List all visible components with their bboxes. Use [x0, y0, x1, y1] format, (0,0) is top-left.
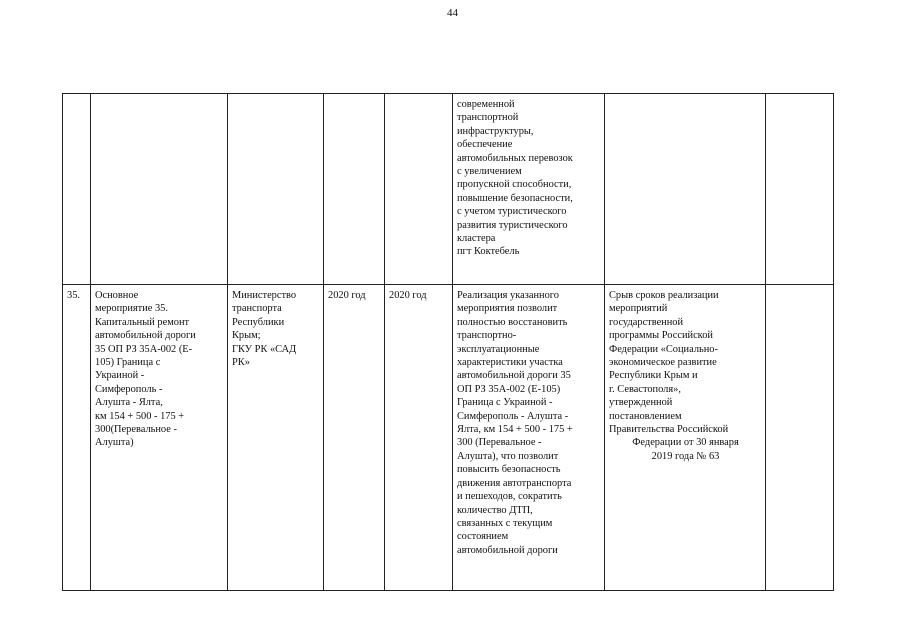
cell-relation — [766, 285, 834, 591]
cell-start-year: 2020 год — [324, 285, 385, 591]
cell-consequences-line: государственной — [609, 316, 684, 328]
cell-executor-line: транспорта — [232, 303, 282, 315]
cell-consequences — [605, 285, 766, 591]
cell-measure-name-line: 35 ОП РЗ 35А-002 (Е- — [95, 343, 193, 355]
cell-executor-line: ГКУ РК «САД — [232, 343, 297, 355]
cell-expected-result-line: повысить безопасность — [457, 464, 561, 476]
cell-consequences-line: Срыв сроков реализации — [609, 290, 719, 301]
cell-expected-result-line: кластера — [457, 233, 496, 245]
cell-executor-line: Республики — [232, 316, 285, 328]
cell-expected-result-line: полностью восстановить — [457, 316, 568, 328]
cell-measure-name-line: 300(Перевальное - — [95, 424, 177, 436]
cell-expected-result-line: Симферополь - Алушта - — [457, 410, 569, 422]
cell-consequences-line: утвержденной — [609, 397, 673, 409]
cell-consequences-line: программы Российской — [609, 330, 713, 342]
table-row — [63, 285, 834, 591]
cell-consequences-line: 2019 года № 63 — [651, 450, 720, 462]
measures-table — [62, 93, 834, 591]
cell-measure-name — [91, 94, 228, 285]
cell-consequences-line: экономическое развитие — [609, 357, 717, 369]
cell-expected-result-line: автомобильных перевозок — [457, 152, 573, 164]
cell-consequences-line: Республики Крым и — [609, 370, 698, 382]
cell-expected-result-line: транспортной — [457, 112, 519, 124]
cell-expected-result-line: инфраструктуры, — [457, 125, 534, 137]
cell-expected-result-line: связанных с текущим — [457, 517, 553, 529]
cell-expected-result-line: автомобильной дороги — [457, 544, 558, 556]
table-row — [63, 94, 834, 285]
cell-consequences-line: мероприятий — [609, 303, 668, 315]
cell-measure-name-line: Украиной - — [95, 370, 145, 382]
cell-expected-result-line: Алушта), что позволит — [457, 450, 559, 462]
cell-expected-result-line: характеристики участка — [457, 357, 563, 369]
cell-expected-result-line: Граница с Украиной - — [457, 397, 553, 409]
cell-expected-result-line: эксплуатационные — [457, 343, 540, 355]
cell-expected-result-line: ОП РЗ 35А-002 (Е-105) — [457, 383, 561, 395]
cell-measure-name — [91, 285, 228, 591]
cell-expected-result-line: с учетом туристического — [457, 206, 567, 218]
cell-executor-line: Крым; — [232, 330, 261, 342]
cell-number — [63, 94, 91, 285]
cell-measure-name-line: мероприятие 35. — [95, 303, 168, 315]
cell-expected-result-line: количество ДТП, — [457, 504, 533, 516]
cell-consequences — [605, 94, 766, 285]
cell-expected-result-line: обеспечение — [457, 139, 513, 151]
cell-expected-result-line: Реализация указанного — [457, 290, 559, 301]
cell-executor — [228, 94, 324, 285]
cell-measure-name-line: 105) Граница с — [95, 357, 161, 369]
cell-expected-result-line: транспортно- — [457, 330, 517, 342]
cell-expected-result-line: состоянием — [457, 531, 509, 543]
cell-executor-line: РК» — [232, 357, 250, 369]
cell-expected-result-line: движения автотранспорта — [457, 477, 572, 489]
cell-measure-name-line: Алушта - Ялта, — [95, 397, 163, 409]
cell-relation — [766, 94, 834, 285]
cell-measure-name-line: км 154 + 500 - 175 + — [95, 410, 185, 422]
cell-measure-name-line: Капитальный ремонт — [95, 316, 190, 328]
table-body — [63, 94, 834, 591]
cell-consequences-line: постановлением — [609, 410, 682, 422]
cell-expected-result-line: Ялта, км 154 + 500 - 175 + — [457, 424, 573, 436]
cell-expected-result-line: современной — [457, 99, 515, 110]
page-number: 44 — [447, 7, 458, 19]
cell-executor-line: Министерство — [232, 290, 297, 301]
cell-expected-result-line: с увеличением — [457, 166, 522, 178]
cell-expected-result-line: повышение безопасности, — [457, 192, 573, 204]
cell-measure-name-line: Алушта) — [95, 437, 134, 449]
cell-start-year — [324, 94, 385, 285]
cell-end-year — [385, 94, 453, 285]
cell-expected-result-line: развития туристического — [457, 219, 568, 231]
cell-consequences-line: Федерации от 30 января — [632, 437, 739, 449]
cell-expected-result-line: мероприятия позволит — [457, 303, 558, 315]
cell-expected-result-line: пгт Коктебель — [457, 246, 520, 258]
cell-measure-name-line: автомобильной дороги — [95, 330, 196, 342]
cell-consequences-line: Правительства Российской — [609, 424, 729, 436]
cell-expected-result — [453, 94, 605, 285]
cell-measure-name-line: Симферополь - — [95, 383, 163, 395]
cell-expected-result-line: и пешеходов, сократить — [457, 491, 562, 503]
cell-expected-result-line: пропускной способности, — [457, 179, 572, 191]
cell-number: 35. — [63, 285, 91, 591]
cell-executor — [228, 285, 324, 591]
cell-measure-name-line: Основное — [95, 290, 139, 301]
cell-end-year: 2020 год — [385, 285, 453, 591]
cell-expected-result-line: автомобильной дороги 35 — [457, 370, 571, 382]
cell-expected-result — [453, 285, 605, 591]
cell-consequences-line: Федерации «Социально- — [609, 343, 718, 355]
cell-consequences-line: г. Севастополя», — [609, 383, 681, 395]
cell-expected-result-line: 300 (Перевальное - — [457, 437, 542, 449]
